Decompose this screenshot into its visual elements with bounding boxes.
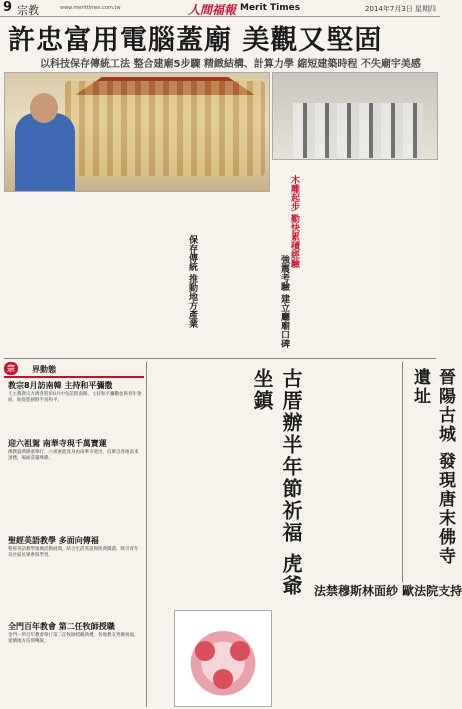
website: www.merittimes.com.tw (60, 5, 121, 11)
temple-model (65, 81, 265, 176)
center-article (152, 368, 244, 603)
brief-title-1: 教宗8月訪南韓 主持和平彌撒 (8, 381, 113, 390)
person-face (30, 93, 58, 123)
brief-body-3: 聖經英語教學推廣活動展開，結合生活英語與經典閱讀，吸引青年及社區民眾參與學習。 (8, 547, 139, 558)
article-columns-left (86, 192, 266, 357)
masthead (0, 0, 440, 17)
right-article (278, 368, 400, 578)
cake-2 (230, 641, 250, 661)
issue-date: 2014年7月3日 星期四 (365, 5, 436, 13)
section-divider (4, 358, 436, 359)
right-headline: 晉陽古城 發現唐末佛寺遺址 (410, 368, 455, 566)
brief-title-4: 全門百年教會 第二任牧師授職 (8, 622, 115, 631)
group-photo (272, 72, 438, 160)
briefs-title (4, 362, 144, 378)
section-label: 宗教 (17, 4, 39, 17)
person-figure (15, 113, 75, 191)
law-article (276, 600, 436, 705)
brief-body-4: 金門一所百年教會舉行第二任牧師授職典禮，各地教友齊聚祝福，延續地方信仰傳統。 (8, 633, 139, 644)
side-head-wood: 木雕起步 勤快累積經驗 (289, 175, 299, 269)
cake-3 (213, 669, 233, 689)
column-divider-2 (402, 362, 403, 582)
newspaper-logo: 人間福報 (188, 3, 237, 17)
law-headline: 法禁穆斯林面紗 歐法院支持 (314, 584, 462, 598)
center-headline: 古厝辦半年節祈福 虎爺坐鎮 (250, 368, 303, 597)
page-number: 9 (3, 0, 13, 15)
temple-model-photo (4, 72, 270, 192)
brief-body-1: 天主教教宗方濟各將於8月中旬訪問南韓，主持和平彌撒並與青年會面，盼促進朝鮮半島和平。 (8, 392, 142, 403)
column-divider-1 (146, 362, 147, 707)
newspaper-logo-en: Merit Times (240, 3, 301, 13)
cake-1 (195, 641, 215, 661)
briefs-title-text: 界動態 (32, 365, 56, 374)
group-people (293, 103, 423, 158)
main-subhead: 以科技保存傳統工法 整合建廟5步驟 精緻結構、計算力學 縮短建築時程 不失廟宇美感 (40, 59, 421, 70)
brief-title-2: 迎六祖駕 南華寺現千萬寶蓮 (8, 439, 107, 448)
brief-title-3: 聖經英語教學 多面向傳福 (8, 536, 99, 545)
briefs-badge: 宗 (4, 362, 18, 375)
side-head-quake: 強震考驗 建立廳廟口碑 (279, 255, 289, 349)
rice-cake-photo (174, 610, 272, 707)
brief-body-2: 佛教盛典隆重舉行，六祖惠能真身由南華寺迎出，信眾自各地前來頂禮，場面莊嚴殊勝。 (8, 450, 139, 461)
article-columns-right (300, 160, 436, 355)
main-headline: 許忠富用電腦蓋廟 美觀又堅固 (8, 25, 383, 56)
side-head-preserve: 保存傳統 推動地方產業 (187, 235, 197, 329)
